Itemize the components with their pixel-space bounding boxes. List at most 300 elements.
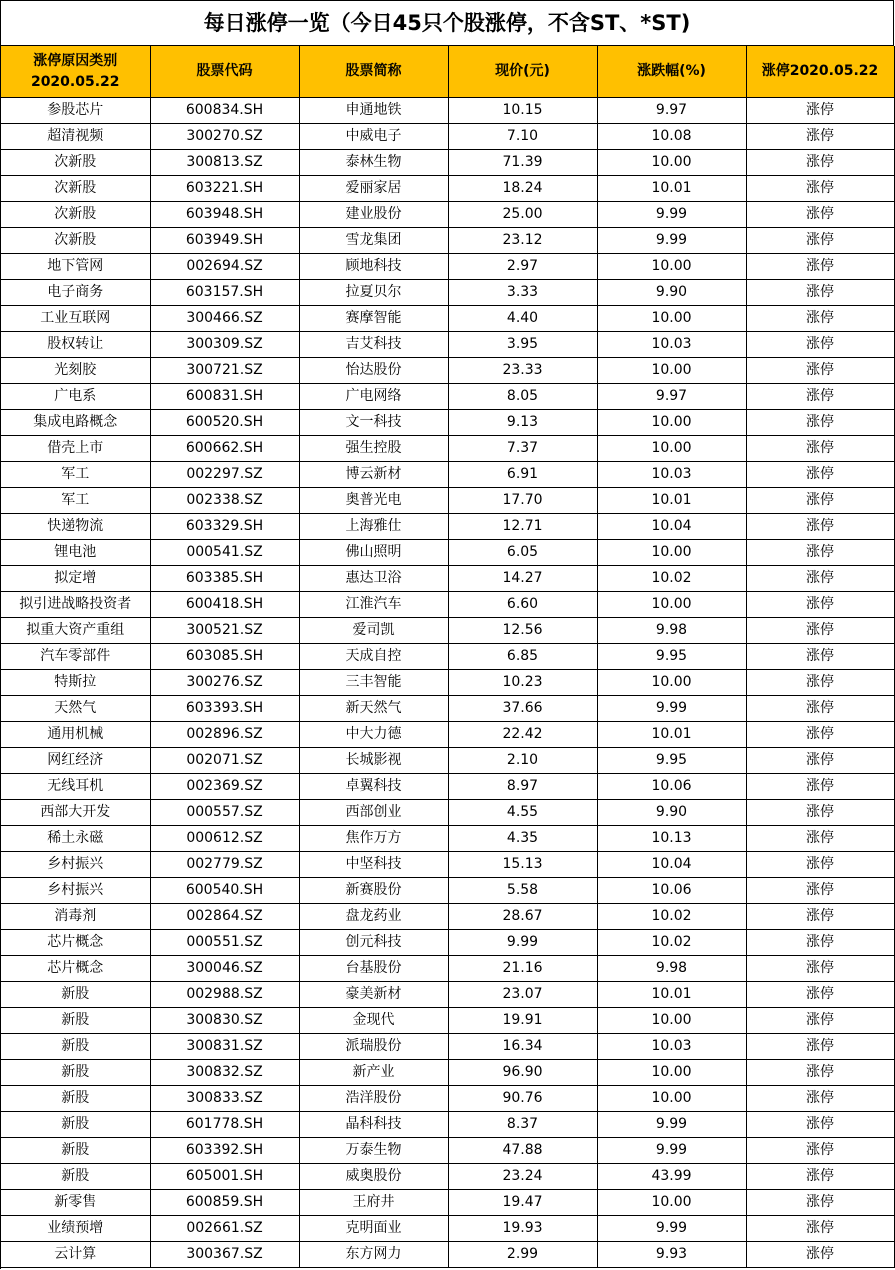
cell-code: 300813.SZ — [150, 150, 299, 176]
cell-status: 涨停 — [746, 1138, 894, 1164]
table-row — [1, 436, 894, 462]
cell-status: 涨停 — [746, 1008, 894, 1034]
cell-change: 10.00 — [597, 1008, 746, 1034]
cell-name: 建业股份 — [299, 202, 448, 228]
table-row — [1, 748, 894, 774]
cell-price: 7.37 — [448, 436, 597, 462]
cell-name: 拉夏贝尔 — [299, 280, 448, 306]
cell-code: 603393.SH — [150, 696, 299, 722]
cell-name: 博云新材 — [299, 462, 448, 488]
table-row — [1, 1242, 894, 1268]
table-row — [1, 1086, 894, 1112]
cell-change: 10.00 — [597, 436, 746, 462]
cell-change: 9.99 — [597, 696, 746, 722]
table-row — [1, 1008, 894, 1034]
cell-status: 涨停 — [746, 1190, 894, 1216]
cell-reason: 新零售 — [1, 1190, 150, 1216]
cell-reason: 拟重大资产重组 — [1, 618, 150, 644]
cell-name: 西部创业 — [299, 800, 448, 826]
cell-status: 涨停 — [746, 722, 894, 748]
cell-status: 涨停 — [746, 878, 894, 904]
col-header-reason-line2: 2020.05.22 — [30, 73, 120, 90]
cell-change: 10.00 — [597, 150, 746, 176]
cell-code: 002864.SZ — [150, 904, 299, 930]
cell-change: 10.03 — [597, 332, 746, 358]
cell-reason: 乡村振兴 — [1, 852, 150, 878]
cell-status: 涨停 — [746, 618, 894, 644]
cell-reason: 新股 — [1, 1060, 150, 1086]
cell-status: 涨停 — [746, 514, 894, 540]
cell-change: 9.98 — [597, 618, 746, 644]
cell-name: 中威电子 — [299, 124, 448, 150]
cell-name: 晶科科技 — [299, 1112, 448, 1138]
cell-code: 000551.SZ — [150, 930, 299, 956]
cell-status: 涨停 — [746, 1164, 894, 1190]
cell-change: 9.97 — [597, 98, 746, 124]
cell-price: 19.93 — [448, 1216, 597, 1242]
table-row — [1, 202, 894, 228]
cell-price: 19.47 — [448, 1190, 597, 1216]
cell-price: 6.60 — [448, 592, 597, 618]
col-header-code: 股票代码 — [150, 46, 299, 98]
cell-status: 涨停 — [746, 1242, 894, 1268]
cell-status: 涨停 — [746, 202, 894, 228]
cell-reason: 次新股 — [1, 176, 150, 202]
cell-change: 9.90 — [597, 280, 746, 306]
cell-reason: 锂电池 — [1, 540, 150, 566]
cell-reason: 次新股 — [1, 202, 150, 228]
table-row — [1, 956, 894, 982]
table-row — [1, 800, 894, 826]
cell-name: 克明面业 — [299, 1216, 448, 1242]
cell-status: 涨停 — [746, 254, 894, 280]
cell-price: 2.97 — [448, 254, 597, 280]
cell-change: 43.99 — [597, 1164, 746, 1190]
cell-code: 002694.SZ — [150, 254, 299, 280]
table-row — [1, 462, 894, 488]
cell-reason: 特斯拉 — [1, 670, 150, 696]
cell-reason: 芯片概念 — [1, 930, 150, 956]
table-row — [1, 1190, 894, 1216]
cell-reason: 拟引进战略投资者 — [1, 592, 150, 618]
cell-name: 怡达股份 — [299, 358, 448, 384]
cell-name: 文一科技 — [299, 410, 448, 436]
cell-change: 10.03 — [597, 462, 746, 488]
cell-change: 10.00 — [597, 358, 746, 384]
cell-status: 涨停 — [746, 488, 894, 514]
cell-reason: 军工 — [1, 462, 150, 488]
cell-reason: 新股 — [1, 1112, 150, 1138]
header-row — [1, 46, 894, 98]
cell-price: 47.88 — [448, 1138, 597, 1164]
cell-price: 71.39 — [448, 150, 597, 176]
cell-status: 涨停 — [746, 436, 894, 462]
cell-name: 上海雅仕 — [299, 514, 448, 540]
table-row — [1, 488, 894, 514]
cell-code: 603329.SH — [150, 514, 299, 540]
cell-change: 10.00 — [597, 306, 746, 332]
cell-status: 涨停 — [746, 800, 894, 826]
cell-status: 涨停 — [746, 930, 894, 956]
cell-reason: 军工 — [1, 488, 150, 514]
table-row — [1, 1138, 894, 1164]
cell-change: 10.04 — [597, 852, 746, 878]
cell-price: 12.71 — [448, 514, 597, 540]
cell-reason: 集成电路概念 — [1, 410, 150, 436]
cell-name: 爱丽家居 — [299, 176, 448, 202]
table-row — [1, 254, 894, 280]
col-header-reason-line1: 涨停原因类别 — [33, 52, 118, 69]
table-row — [1, 644, 894, 670]
cell-status: 涨停 — [746, 150, 894, 176]
table-row — [1, 696, 894, 722]
cell-change: 9.99 — [597, 202, 746, 228]
cell-reason: 超清视频 — [1, 124, 150, 150]
col-header-reason — [1, 46, 150, 98]
cell-change: 10.04 — [597, 514, 746, 540]
cell-change: 10.02 — [597, 904, 746, 930]
cell-name: 金现代 — [299, 1008, 448, 1034]
cell-price: 23.24 — [448, 1164, 597, 1190]
cell-code: 300831.SZ — [150, 1034, 299, 1060]
cell-code: 300046.SZ — [150, 956, 299, 982]
cell-status: 涨停 — [746, 540, 894, 566]
cell-name: 焦作万方 — [299, 826, 448, 852]
cell-status: 涨停 — [746, 228, 894, 254]
cell-status: 涨停 — [746, 1112, 894, 1138]
cell-change: 10.00 — [597, 1086, 746, 1112]
table-row — [1, 592, 894, 618]
cell-status: 涨停 — [746, 852, 894, 878]
cell-code: 603948.SH — [150, 202, 299, 228]
cell-change: 9.98 — [597, 956, 746, 982]
table-row — [1, 670, 894, 696]
cell-status: 涨停 — [746, 358, 894, 384]
cell-reason: 广电系 — [1, 384, 150, 410]
cell-reason: 天然气 — [1, 696, 150, 722]
cell-name: 江淮汽车 — [299, 592, 448, 618]
cell-name: 强生控股 — [299, 436, 448, 462]
cell-code: 605001.SH — [150, 1164, 299, 1190]
cell-code: 300830.SZ — [150, 1008, 299, 1034]
cell-price: 3.33 — [448, 280, 597, 306]
cell-reason: 电子商务 — [1, 280, 150, 306]
cell-change: 10.06 — [597, 774, 746, 800]
cell-status: 涨停 — [746, 748, 894, 774]
cell-code: 603392.SH — [150, 1138, 299, 1164]
cell-price: 37.66 — [448, 696, 597, 722]
cell-code: 603085.SH — [150, 644, 299, 670]
cell-name: 广电网络 — [299, 384, 448, 410]
cell-status: 涨停 — [746, 410, 894, 436]
cell-status: 涨停 — [746, 124, 894, 150]
cell-reason: 网红经济 — [1, 748, 150, 774]
cell-code: 600834.SH — [150, 98, 299, 124]
cell-code: 002661.SZ — [150, 1216, 299, 1242]
cell-code: 603221.SH — [150, 176, 299, 202]
cell-status: 涨停 — [746, 982, 894, 1008]
cell-reason: 新股 — [1, 1034, 150, 1060]
cell-status: 涨停 — [746, 644, 894, 670]
cell-status: 涨停 — [746, 280, 894, 306]
cell-code: 002988.SZ — [150, 982, 299, 1008]
cell-status: 涨停 — [746, 696, 894, 722]
cell-reason: 新股 — [1, 1164, 150, 1190]
cell-price: 28.67 — [448, 904, 597, 930]
table-row — [1, 98, 894, 124]
cell-change: 9.99 — [597, 1138, 746, 1164]
table-row — [1, 930, 894, 956]
cell-price: 10.15 — [448, 98, 597, 124]
cell-name: 中坚科技 — [299, 852, 448, 878]
cell-code: 002779.SZ — [150, 852, 299, 878]
cell-code: 002896.SZ — [150, 722, 299, 748]
cell-reason: 业绩预增 — [1, 1216, 150, 1242]
cell-price: 90.76 — [448, 1086, 597, 1112]
cell-code: 000612.SZ — [150, 826, 299, 852]
cell-price: 23.33 — [448, 358, 597, 384]
cell-change: 10.00 — [597, 254, 746, 280]
cell-name: 天成自控 — [299, 644, 448, 670]
cell-status: 涨停 — [746, 774, 894, 800]
table-row — [1, 384, 894, 410]
cell-reason: 拟定增 — [1, 566, 150, 592]
cell-price: 6.85 — [448, 644, 597, 670]
cell-status: 涨停 — [746, 384, 894, 410]
cell-status: 涨停 — [746, 306, 894, 332]
cell-change: 10.03 — [597, 1034, 746, 1060]
cell-change: 9.99 — [597, 1216, 746, 1242]
cell-code: 002071.SZ — [150, 748, 299, 774]
cell-code: 603385.SH — [150, 566, 299, 592]
cell-name: 泰林生物 — [299, 150, 448, 176]
cell-price: 6.91 — [448, 462, 597, 488]
cell-code: 603157.SH — [150, 280, 299, 306]
cell-status: 涨停 — [746, 904, 894, 930]
cell-change: 9.99 — [597, 1112, 746, 1138]
cell-price: 18.24 — [448, 176, 597, 202]
cell-price: 12.56 — [448, 618, 597, 644]
cell-code: 600662.SH — [150, 436, 299, 462]
table-row — [1, 540, 894, 566]
cell-name: 奥普光电 — [299, 488, 448, 514]
table-row — [1, 1112, 894, 1138]
cell-change: 10.00 — [597, 670, 746, 696]
table-row — [1, 332, 894, 358]
cell-price: 10.23 — [448, 670, 597, 696]
table-row — [1, 150, 894, 176]
cell-price: 4.55 — [448, 800, 597, 826]
table-row — [1, 618, 894, 644]
cell-name: 盘龙药业 — [299, 904, 448, 930]
cell-change: 9.99 — [597, 228, 746, 254]
cell-price: 23.12 — [448, 228, 597, 254]
table-row — [1, 774, 894, 800]
cell-reason: 云计算 — [1, 1242, 150, 1268]
table-row — [1, 852, 894, 878]
cell-name: 吉艾科技 — [299, 332, 448, 358]
table-row — [1, 904, 894, 930]
cell-code: 600859.SH — [150, 1190, 299, 1216]
cell-status: 涨停 — [746, 176, 894, 202]
cell-name: 卓翼科技 — [299, 774, 448, 800]
cell-change: 9.97 — [597, 384, 746, 410]
cell-code: 300833.SZ — [150, 1086, 299, 1112]
cell-reason: 光刻胶 — [1, 358, 150, 384]
cell-name: 王府井 — [299, 1190, 448, 1216]
col-header-status: 涨停2020.05.22 — [746, 46, 894, 98]
table-row — [1, 124, 894, 150]
table-row — [1, 1164, 894, 1190]
cell-code: 603949.SH — [150, 228, 299, 254]
cell-price: 7.10 — [448, 124, 597, 150]
cell-name: 创元科技 — [299, 930, 448, 956]
table-row — [1, 228, 894, 254]
cell-reason: 无线耳机 — [1, 774, 150, 800]
col-header-change: 涨跌幅(%) — [597, 46, 746, 98]
cell-name: 新赛股份 — [299, 878, 448, 904]
table-row — [1, 878, 894, 904]
cell-name: 中大力德 — [299, 722, 448, 748]
cell-price: 16.34 — [448, 1034, 597, 1060]
cell-price: 2.10 — [448, 748, 597, 774]
cell-change: 10.00 — [597, 592, 746, 618]
cell-change: 10.00 — [597, 1190, 746, 1216]
cell-name: 爱司凯 — [299, 618, 448, 644]
cell-reason: 芯片概念 — [1, 956, 150, 982]
cell-code: 600831.SH — [150, 384, 299, 410]
cell-reason: 参股芯片 — [1, 98, 150, 124]
cell-change: 10.06 — [597, 878, 746, 904]
cell-reason: 股权转让 — [1, 332, 150, 358]
cell-code: 300832.SZ — [150, 1060, 299, 1086]
table-row — [1, 514, 894, 540]
table-row — [1, 826, 894, 852]
cell-name: 台基股份 — [299, 956, 448, 982]
cell-price: 2.99 — [448, 1242, 597, 1268]
cell-name: 新产业 — [299, 1060, 448, 1086]
cell-reason: 新股 — [1, 982, 150, 1008]
cell-change: 10.01 — [597, 176, 746, 202]
cell-change: 10.01 — [597, 982, 746, 1008]
cell-code: 000541.SZ — [150, 540, 299, 566]
cell-status: 涨停 — [746, 826, 894, 852]
table-row — [1, 982, 894, 1008]
cell-change: 9.90 — [597, 800, 746, 826]
cell-reason: 次新股 — [1, 150, 150, 176]
cell-reason: 新股 — [1, 1008, 150, 1034]
table-row — [1, 358, 894, 384]
cell-change: 10.02 — [597, 930, 746, 956]
col-header-price: 现价(元) — [448, 46, 597, 98]
cell-reason: 借壳上市 — [1, 436, 150, 462]
cell-change: 10.13 — [597, 826, 746, 852]
cell-price: 4.35 — [448, 826, 597, 852]
cell-price: 6.05 — [448, 540, 597, 566]
cell-code: 002369.SZ — [150, 774, 299, 800]
table-row — [1, 306, 894, 332]
table-row — [1, 410, 894, 436]
cell-reason: 快递物流 — [1, 514, 150, 540]
cell-name: 万泰生物 — [299, 1138, 448, 1164]
cell-status: 涨停 — [746, 670, 894, 696]
cell-code: 600418.SH — [150, 592, 299, 618]
cell-name: 三丰智能 — [299, 670, 448, 696]
cell-status: 涨停 — [746, 98, 894, 124]
cell-reason: 地下管网 — [1, 254, 150, 280]
cell-reason: 通用机械 — [1, 722, 150, 748]
cell-price: 15.13 — [448, 852, 597, 878]
cell-code: 601778.SH — [150, 1112, 299, 1138]
table-body — [1, 98, 894, 1268]
cell-reason: 新股 — [1, 1138, 150, 1164]
cell-name: 惠达卫浴 — [299, 566, 448, 592]
cell-code: 300276.SZ — [150, 670, 299, 696]
cell-reason: 乡村振兴 — [1, 878, 150, 904]
cell-price: 21.16 — [448, 956, 597, 982]
cell-code: 000557.SZ — [150, 800, 299, 826]
cell-reason: 汽车零部件 — [1, 644, 150, 670]
cell-reason: 工业互联网 — [1, 306, 150, 332]
cell-price: 5.58 — [448, 878, 597, 904]
table-row — [1, 280, 894, 306]
cell-change: 10.00 — [597, 540, 746, 566]
cell-price: 8.05 — [448, 384, 597, 410]
cell-change: 10.00 — [597, 1060, 746, 1086]
cell-price: 8.97 — [448, 774, 597, 800]
table-row — [1, 176, 894, 202]
cell-name: 顾地科技 — [299, 254, 448, 280]
cell-price: 9.13 — [448, 410, 597, 436]
cell-name: 长城影视 — [299, 748, 448, 774]
cell-status: 涨停 — [746, 592, 894, 618]
cell-reason: 次新股 — [1, 228, 150, 254]
cell-price: 22.42 — [448, 722, 597, 748]
cell-change: 10.01 — [597, 488, 746, 514]
cell-status: 涨停 — [746, 1086, 894, 1112]
cell-status: 涨停 — [746, 566, 894, 592]
sheet-title: 每日涨停一览（今日45只个股涨停，不含ST、*ST) — [1, 1, 894, 46]
cell-code: 002338.SZ — [150, 488, 299, 514]
cell-name: 豪美新材 — [299, 982, 448, 1008]
cell-name: 威奥股份 — [299, 1164, 448, 1190]
cell-code: 600540.SH — [150, 878, 299, 904]
cell-status: 涨停 — [746, 1216, 894, 1242]
cell-name: 申通地铁 — [299, 98, 448, 124]
cell-price: 96.90 — [448, 1060, 597, 1086]
cell-status: 涨停 — [746, 956, 894, 982]
col-header-name: 股票简称 — [299, 46, 448, 98]
cell-name: 雪龙集团 — [299, 228, 448, 254]
cell-price: 14.27 — [448, 566, 597, 592]
cell-reason: 西部大开发 — [1, 800, 150, 826]
cell-change: 10.01 — [597, 722, 746, 748]
cell-code: 300367.SZ — [150, 1242, 299, 1268]
limit-up-table — [1, 46, 895, 1268]
cell-price: 17.70 — [448, 488, 597, 514]
cell-price: 19.91 — [448, 1008, 597, 1034]
cell-change: 9.95 — [597, 748, 746, 774]
cell-change: 9.95 — [597, 644, 746, 670]
cell-status: 涨停 — [746, 462, 894, 488]
cell-price: 25.00 — [448, 202, 597, 228]
cell-code: 300466.SZ — [150, 306, 299, 332]
cell-code: 300270.SZ — [150, 124, 299, 150]
table-row — [1, 722, 894, 748]
table-row — [1, 1060, 894, 1086]
cell-reason: 新股 — [1, 1086, 150, 1112]
cell-price: 8.37 — [448, 1112, 597, 1138]
